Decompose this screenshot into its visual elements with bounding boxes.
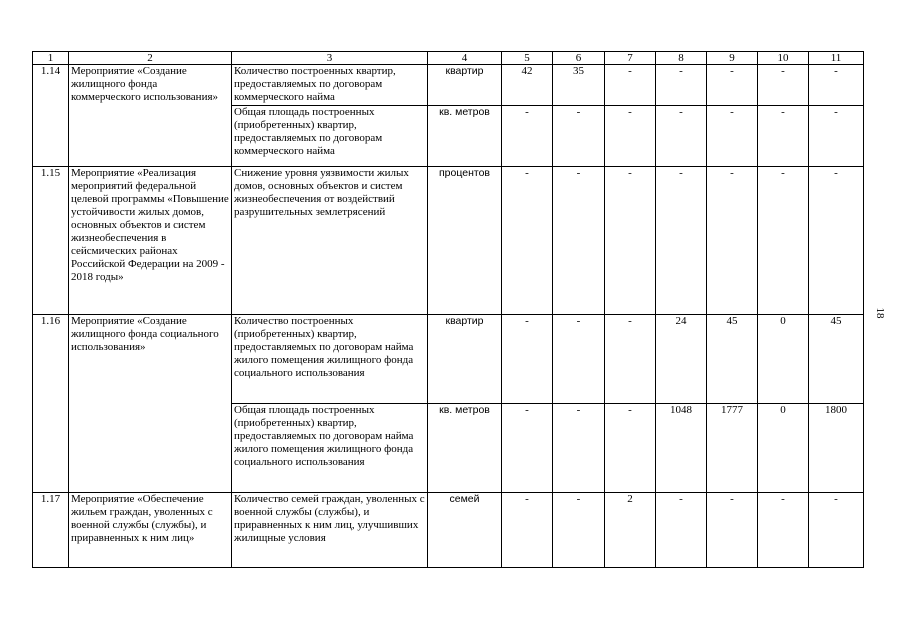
value-cell: - [656,167,707,315]
row-code: 1.14 [33,65,69,167]
value-cell: - [707,167,758,315]
value-cell: 42 [502,65,553,106]
value-cell: - [502,315,553,404]
header-cell: 6 [553,52,605,65]
value-cell: 24 [656,315,707,404]
value-cell: - [707,106,758,167]
value-cell: - [502,106,553,167]
value-cell: - [605,404,656,493]
event-cell: Мероприятие «Создание жилищного фонда коммерческого использования» [69,65,232,167]
header-cell: 7 [605,52,656,65]
value-cell: - [656,65,707,106]
value-cell: 1777 [707,404,758,493]
value-cell: - [605,167,656,315]
table-row [33,167,864,315]
value-cell: - [656,106,707,167]
unit-cell: квартир [428,315,502,404]
value-cell: - [553,315,605,404]
header-cell: 3 [232,52,428,65]
value-cell: - [809,493,864,568]
header-cell: 11 [809,52,864,65]
indicators-table [32,51,864,568]
value-cell: 45 [809,315,864,404]
table-row [33,493,864,568]
row-code: 1.17 [33,493,69,568]
value-cell: - [758,493,809,568]
header-cell: 8 [656,52,707,65]
value-cell: 1800 [809,404,864,493]
header-cell: 9 [707,52,758,65]
value-cell: 0 [758,404,809,493]
value-cell: - [758,106,809,167]
indicator-cell: Количество построенных квартир, предоставляемых по договорам коммерческого найма [232,65,428,106]
event-cell: Мероприятие «Обеспечение жильем граждан, уволенных с военной службы (службы), и приравненных к ним лиц» [69,493,232,568]
event-cell: Мероприятие «Создание жилищного фонда социального использования» [69,315,232,493]
value-cell: - [707,493,758,568]
indicator-cell: Количество построенных (приобретенных) квартир, предоставляемых по договорам найма жилого помещения жилищного фонда социального использования [232,315,428,404]
event-cell: Мероприятие «Реализация мероприятий федеральной целевой программы «Повышение устойчивости жилых домов, основных объектов и систем жизнеобеспечения в сейсмических районах Российской Федерации на 2009 - 2018 годы» [69,167,232,315]
value-cell: - [502,404,553,493]
table-row [33,315,864,404]
unit-cell: кв. метров [428,106,502,167]
value-cell: 1048 [656,404,707,493]
value-cell: - [605,65,656,106]
value-cell: - [758,167,809,315]
table-row [33,65,864,106]
unit-cell: кв. метров [428,404,502,493]
value-cell: - [707,65,758,106]
header-cell: 2 [69,52,232,65]
indicator-cell: Снижение уровня уязвимости жилых домов, основных объектов и систем жизнеобеспечения от воздействий разрушительных землетрясений [232,167,428,315]
indicator-cell: Количество семей граждан, уволенных с военной службы (службы), и приравненных к ним лиц, улучшивших жилищные условия [232,493,428,568]
unit-cell: процентов [428,167,502,315]
value-cell: - [809,167,864,315]
value-cell: - [656,493,707,568]
header-cell: 5 [502,52,553,65]
value-cell: - [553,493,605,568]
row-code: 1.16 [33,315,69,493]
indicator-cell: Общая площадь построенных (приобретенных) квартир, предоставляемых по договорам коммерческого найма [232,106,428,167]
value-cell: - [605,315,656,404]
value-cell: - [809,106,864,167]
indicator-cell: Общая площадь построенных (приобретенных) квартир, предоставляемых по договорам найма жилого помещения жилищного фонда социального использования [232,404,428,493]
value-cell: - [605,106,656,167]
unit-cell: квартир [428,65,502,106]
row-code: 1.15 [33,167,69,315]
value-cell: - [809,65,864,106]
value-cell: - [502,493,553,568]
header-cell: 4 [428,52,502,65]
value-cell: - [553,106,605,167]
value-cell: - [502,167,553,315]
unit-cell: семей [428,493,502,568]
value-cell: - [758,65,809,106]
page-number: 18 [874,307,886,319]
header-row [33,52,864,65]
value-cell: 2 [605,493,656,568]
value-cell: 45 [707,315,758,404]
value-cell: - [553,167,605,315]
header-cell: 1 [33,52,69,65]
value-cell: - [553,404,605,493]
value-cell: 0 [758,315,809,404]
header-cell: 10 [758,52,809,65]
value-cell: 35 [553,65,605,106]
